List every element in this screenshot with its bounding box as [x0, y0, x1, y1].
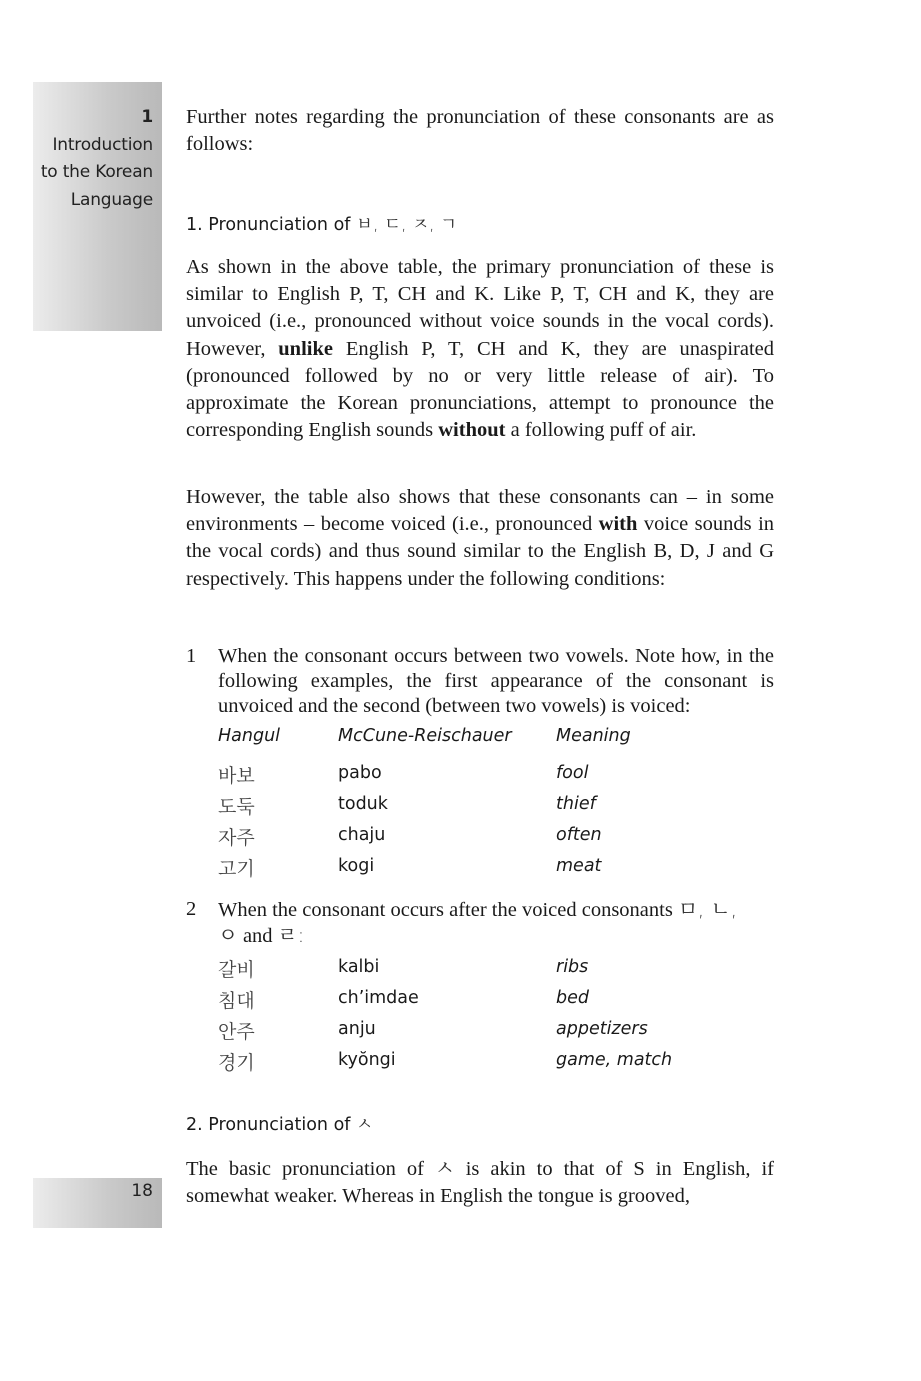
- table-row: [218, 1048, 774, 1076]
- hangul-consonant: ㅅ: [434, 1156, 455, 1180]
- hangul-word: 침대: [218, 990, 255, 1012]
- meaning: bed: [556, 988, 589, 1008]
- list-text: [218, 897, 774, 949]
- romanization: toduk: [338, 794, 388, 814]
- table-row: [218, 761, 774, 789]
- romanization: ch’imdae: [338, 988, 419, 1008]
- text-run: and: [242, 925, 273, 947]
- section-1-heading-hangul: ㅂ, ㄷ, ㅈ, ㄱ: [356, 215, 458, 235]
- section-1-heading-label: 1. Pronunciation of: [186, 215, 351, 235]
- chapter-title-line: Language: [70, 189, 153, 210]
- col-hangul-header: Hangul: [218, 726, 281, 746]
- table-header: [218, 726, 774, 754]
- table-row: [218, 854, 774, 882]
- meaning: game, match: [556, 1050, 673, 1070]
- section-2-heading: [186, 1111, 373, 1136]
- meaning: ribs: [556, 957, 589, 977]
- meaning: fool: [556, 763, 589, 783]
- table-row: [218, 955, 774, 983]
- list-number: 1: [186, 645, 197, 667]
- chapter-tab: [33, 82, 162, 331]
- section-1-paragraph-2: [186, 484, 774, 593]
- table-row: [218, 792, 774, 820]
- romanization: pabo: [338, 763, 382, 783]
- hangul-word: 안주: [218, 1021, 255, 1043]
- page-number: 18: [131, 1181, 153, 1201]
- hangul-consonant: ㅇ: [218, 923, 238, 947]
- hangul-word: 도둑: [218, 796, 255, 818]
- col-meaning-header: Meaning: [556, 726, 631, 746]
- text-run: English P, T, CH and K, they are unaspirated (pronounced followed by no or very little release of air). To approximate the Korean pronunciations, attempt to pronounce the corresponding English sounds: [186, 337, 775, 442]
- meaning: appetizers: [556, 1019, 648, 1039]
- meaning: meat: [556, 856, 602, 876]
- list-number: 2: [186, 898, 197, 920]
- hangul-word: 고기: [218, 858, 255, 880]
- emphasis: unlike: [278, 337, 333, 360]
- chapter-title-line: Introduction: [52, 134, 153, 155]
- meaning: thief: [556, 794, 596, 814]
- table-row: [218, 986, 774, 1014]
- list-text: When the consonant occurs between two vowels. Note how, in the following examples, the first appearance of the consonant is unvoiced and the second (between two vowels) is voiced:: [218, 645, 774, 717]
- text-run: However, the table also shows that these consonants can – in some environments – become voiced (i.e., pronounced: [186, 486, 774, 536]
- hangul-word: 자주: [218, 827, 255, 849]
- text-run: a following puff of air.: [510, 419, 697, 442]
- romanization: kyŏngi: [338, 1050, 396, 1070]
- hangul-word: 바보: [218, 765, 255, 787]
- table-row: [218, 1017, 774, 1045]
- intro-paragraph: Further notes regarding the pronunciation of these consonants are as follows:: [186, 106, 774, 156]
- text-run: is akin to that of S in English, if somewhat weaker. Whereas in English the tongue is grooved,: [186, 1158, 775, 1208]
- section-2-paragraph: [186, 1155, 774, 1210]
- hangul-word: 경기: [218, 1052, 255, 1074]
- romanization: kogi: [338, 856, 375, 876]
- emphasis: without: [438, 419, 506, 442]
- page-number-tab: [33, 1178, 162, 1228]
- table-row: [218, 823, 774, 851]
- section-1-paragraph-1: [186, 254, 774, 444]
- text-run: The basic pronunciation of: [186, 1158, 424, 1180]
- section-2-heading-label: 2. Pronunciation of: [186, 1115, 351, 1135]
- hangul-consonant: ㄹ:: [277, 923, 305, 947]
- emphasis: with: [598, 513, 638, 536]
- section-2-heading-hangul: ㅅ: [356, 1115, 373, 1135]
- text-run: When the consonant occurs after the voiced consonants: [218, 899, 673, 921]
- chapter-title-line: to the Korean: [40, 162, 153, 182]
- section-1-heading: [186, 211, 457, 236]
- chapter-number: 1: [141, 107, 153, 127]
- chapter-label: [41, 104, 153, 214]
- romanization: anju: [338, 1019, 376, 1039]
- text-run: voice sounds in the vocal cords) and thus sound similar to the English B, D, J and G respectively. This happens under the following conditions:: [186, 513, 775, 590]
- romanization: kalbi: [338, 957, 380, 977]
- col-romanization-header: McCune-Reischauer: [338, 726, 512, 746]
- text-run: As shown in the above table, the primary pronunciation of these is similar to English P, T, CH and K. Like P, T, CH and K, they are unvoiced (i.e., pronounced without voice sounds in the vocal cords). However,: [186, 256, 774, 360]
- hangul-word: 갈비: [218, 959, 255, 981]
- hangul-consonants: ㅁ, ㄴ,: [677, 897, 738, 921]
- romanization: chaju: [338, 825, 386, 845]
- meaning: often: [556, 825, 602, 845]
